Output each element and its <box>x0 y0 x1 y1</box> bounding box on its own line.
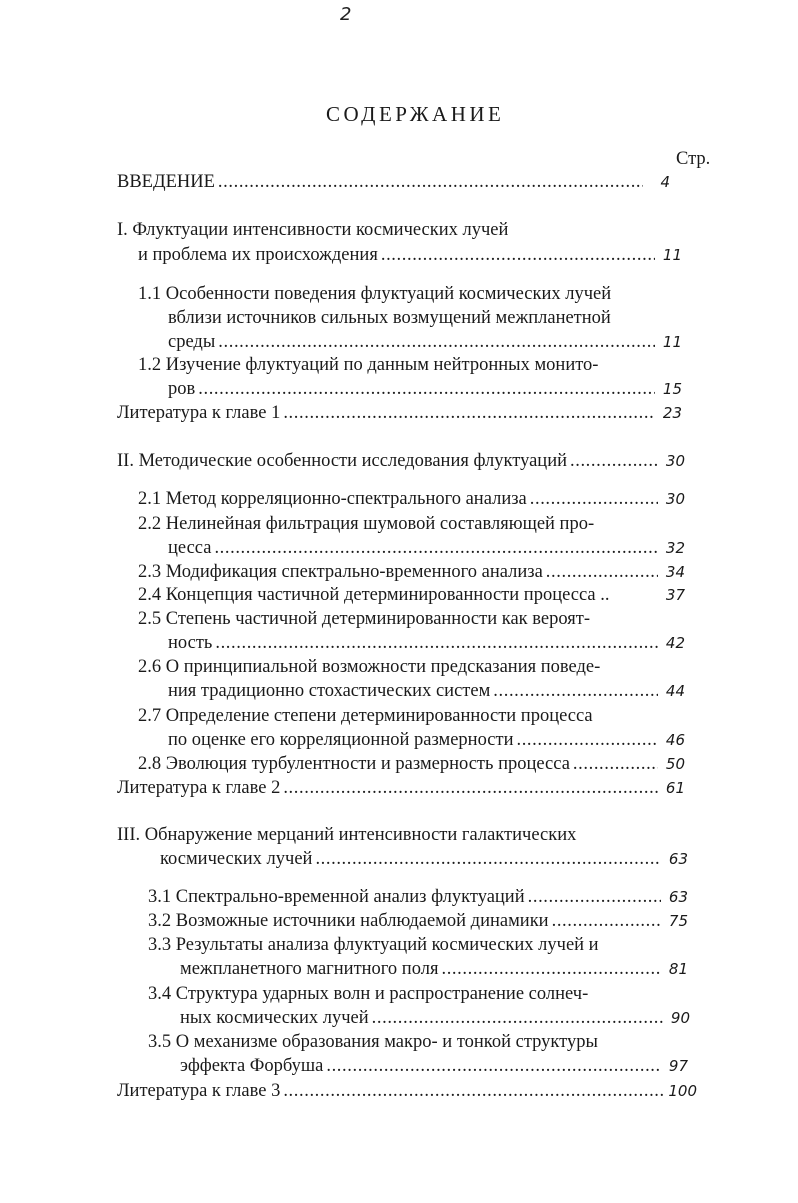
toc-entry-section-1-1[interactable] <box>168 331 682 353</box>
toc-label: 2.1 Метод корреляционно-спектрального анализа <box>138 489 527 509</box>
toc-entry-chapter-1[interactable] <box>138 244 682 266</box>
toc-page: 42 <box>665 634 685 652</box>
toc-label: межпланетного магнитного поля <box>180 959 439 979</box>
toc-label: среды <box>168 332 216 352</box>
toc-entry-section-3-2[interactable] <box>148 910 688 932</box>
toc-page: 81 <box>668 960 688 978</box>
page-number: 2 <box>340 4 352 25</box>
dot-leader <box>283 1080 665 1102</box>
toc-entry-intro[interactable] <box>117 171 670 193</box>
toc-page: 100 <box>668 1082 697 1100</box>
toc-chapter-3-title: III. Обнаружение мерцаний интенсивности галактических <box>117 825 577 845</box>
toc-page: 30 <box>665 490 685 508</box>
dot-leader <box>218 171 643 193</box>
toc-label: Литература к главе 3 <box>117 1081 281 1101</box>
dot-leader <box>552 910 661 932</box>
dot-leader <box>493 680 658 702</box>
toc-chapter-1-title: I. Флуктуации интенсивности космических лучей <box>117 220 509 240</box>
page-column-label: Стр. <box>676 149 711 169</box>
toc-label: ров <box>168 379 196 399</box>
toc-label: 2.3 Модификация спектрально-временного анализа <box>138 562 543 582</box>
dot-leader <box>198 378 655 400</box>
dot-leader <box>283 777 658 799</box>
toc-label: 3.2 Возможные источники наблюдаемой динамики <box>148 911 549 931</box>
dot-leader <box>372 1007 663 1029</box>
toc-section-2-2-title: 2.2 Нелинейная фильтрация шумовой составляющей про- <box>138 514 595 534</box>
dot-leader <box>528 886 661 908</box>
toc-page: 15 <box>662 380 682 398</box>
toc-page: 63 <box>668 888 688 906</box>
toc-page: 44 <box>665 682 685 700</box>
dot-leader <box>441 958 661 980</box>
toc-section-2-7-title: 2.7 Определение степени детерминированности процесса <box>138 706 593 726</box>
toc-page: 75 <box>668 912 688 930</box>
toc-entry-literature-3[interactable] <box>117 1080 697 1102</box>
toc-entry-section-2-7[interactable] <box>168 729 685 751</box>
dot-leader <box>218 331 655 353</box>
toc-page: 30 <box>665 452 685 470</box>
dot-leader <box>516 729 658 751</box>
toc-page: 63 <box>668 850 688 868</box>
toc-label: космических лучей <box>160 849 313 869</box>
toc-page: 11 <box>662 333 682 351</box>
toc-page: 97 <box>668 1057 688 1075</box>
toc-label: эффекта Форбуша <box>180 1056 324 1076</box>
toc-section-1-1-title: 1.1 Особенности поведения флуктуаций космических лучей <box>138 284 612 304</box>
toc-page: 11 <box>662 246 682 264</box>
toc-label: ных космических лучей <box>180 1008 369 1028</box>
toc-entry-section-3-4[interactable] <box>180 1007 690 1029</box>
toc-entry-section-2-1[interactable] <box>138 488 685 510</box>
toc-page: 4 <box>660 173 670 191</box>
toc-entry-section-3-1[interactable] <box>148 886 688 908</box>
toc-page: 37 <box>665 586 685 604</box>
toc-section-3-5-title: 3.5 О механизме образования макро- и тонкой структуры <box>148 1032 598 1052</box>
toc-entry-section-2-6[interactable] <box>168 680 685 702</box>
dot-leader <box>214 537 658 559</box>
toc-entry-section-3-3[interactable] <box>180 958 688 980</box>
toc-entry-section-2-2[interactable] <box>168 537 685 559</box>
toc-entry-chapter-2[interactable] <box>117 450 685 472</box>
toc-section-1-1-title-cont: вблизи источников сильных возмущений межпланетной <box>168 308 611 328</box>
toc-page: 32 <box>665 539 685 557</box>
toc-page: 50 <box>665 755 685 773</box>
dot-leader <box>381 244 655 266</box>
toc-label: 2.4 Концепция частичной детерминированности процесса .. <box>138 585 610 605</box>
dot-leader <box>283 402 655 424</box>
toc-label: цесса <box>168 538 212 558</box>
page-title: СОДЕРЖАНИЕ <box>326 102 505 126</box>
toc-entry-section-2-8[interactable] <box>138 753 685 775</box>
dot-leader <box>215 632 658 654</box>
toc-label: ность <box>168 633 213 653</box>
toc-page: 90 <box>670 1009 690 1027</box>
dot-leader <box>326 1055 661 1077</box>
dot-leader <box>530 488 658 510</box>
toc-entry-section-1-2[interactable] <box>168 378 682 400</box>
toc-entry-chapter-3[interactable] <box>160 848 688 870</box>
toc-entry-section-2-3[interactable] <box>138 561 685 583</box>
toc-label: и проблема их происхождения <box>138 245 378 265</box>
dot-leader <box>570 450 658 472</box>
toc-label: ния традиционно стохастических систем <box>168 681 491 701</box>
toc-section-2-5-title: 2.5 Степень частичной детерминированности как вероят- <box>138 609 591 629</box>
toc-page: 34 <box>665 563 685 581</box>
toc-section-1-2-title: 1.2 Изучение флуктуаций по данным нейтронных монито- <box>138 355 599 375</box>
toc-label: Литература к главе 1 <box>117 403 281 423</box>
toc-page: 61 <box>665 779 685 797</box>
dot-leader <box>573 753 658 775</box>
toc-entry-section-3-5[interactable] <box>180 1055 688 1077</box>
dot-leader <box>546 561 658 583</box>
toc-page: 46 <box>665 731 685 749</box>
toc-entry-literature-2[interactable] <box>117 777 685 799</box>
dot-leader <box>315 848 661 870</box>
toc-label: II. Методические особенности исследования флуктуаций <box>117 451 567 471</box>
toc-entry-section-2-4[interactable] <box>138 584 685 606</box>
toc-label: ВВЕДЕНИЕ <box>117 172 215 192</box>
toc-label: Литература к главе 2 <box>117 778 281 798</box>
toc-page: 23 <box>662 404 682 422</box>
toc-section-2-6-title: 2.6 О принципиальной возможности предсказания поведе- <box>138 657 601 677</box>
toc-section-3-4-title: 3.4 Структура ударных волн и распространение солнеч- <box>148 984 589 1004</box>
toc-section-3-3-title: 3.3 Результаты анализа флуктуаций космических лучей и <box>148 935 599 955</box>
toc-entry-section-2-5[interactable] <box>168 632 685 654</box>
toc-entry-literature-1[interactable] <box>117 402 682 424</box>
toc-label: по оценке его корреляционной размерности <box>168 730 514 750</box>
toc-label: 3.1 Спектрально-временной анализ флуктуаций <box>148 887 525 907</box>
toc-label: 2.8 Эволюция турбулентности и размерность процесса <box>138 754 570 774</box>
